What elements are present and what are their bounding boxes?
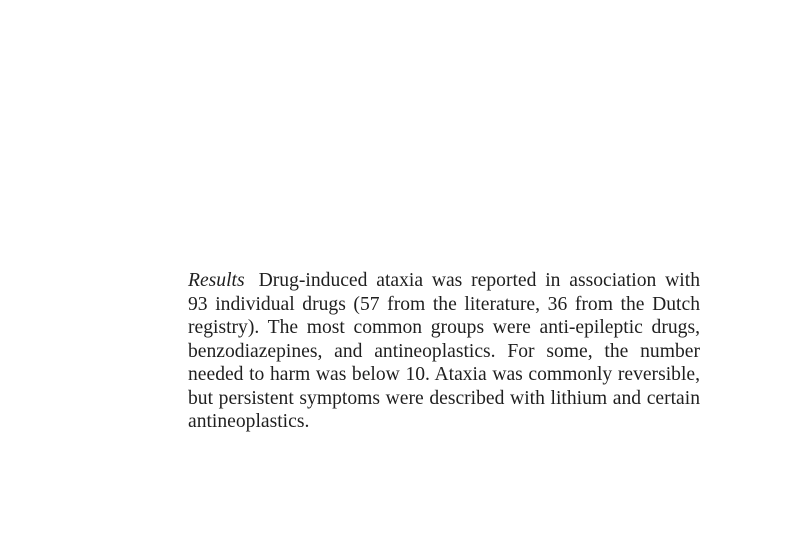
- results-paragraph: [188, 269, 700, 434]
- results-text: Drug-induced ataxia was reported in association with 93 individual drugs (57 from the literature, 36 from the Dutch registry). The most common groups were anti-epileptic drugs, benzodiazepines, and antineoplastics. For some, the number needed to harm was below 10. Ataxia was commonly reversible, but persistent symptoms were described with lithium and certain antineoplastics.: [188, 270, 700, 432]
- section-heading: Results: [188, 270, 245, 291]
